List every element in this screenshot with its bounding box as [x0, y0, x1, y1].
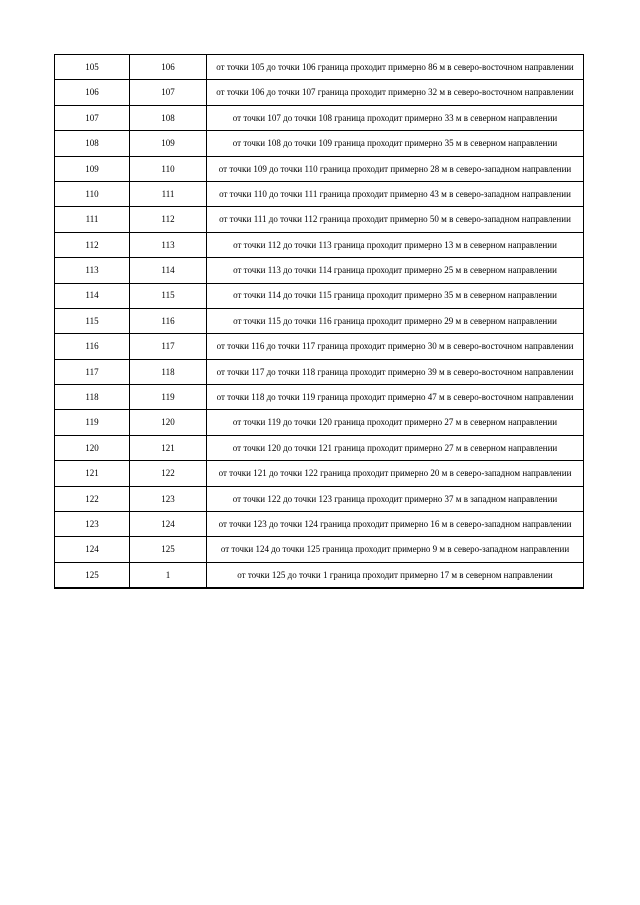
boundary-description-cell: от точки 125 до точки 1 граница проходит примерно 17 м в северном направлении — [207, 562, 584, 588]
end-point-cell: 106 — [130, 55, 207, 80]
end-point-cell: 113 — [130, 232, 207, 257]
boundary-description-cell: от точки 111 до точки 112 граница проходит примерно 50 м в северо-западном направлении — [207, 207, 584, 232]
start-point-cell: 111 — [55, 207, 130, 232]
boundary-description-cell: от точки 109 до точки 110 граница проходит примерно 28 м в северо-западном направлении — [207, 156, 584, 181]
table-row — [55, 156, 584, 181]
boundary-description-cell: от точки 123 до точки 124 граница проходит примерно 16 м в северо-западном направлении — [207, 512, 584, 537]
table-row — [55, 283, 584, 308]
end-point-cell: 122 — [130, 461, 207, 486]
table-row — [55, 258, 584, 283]
end-point-cell: 118 — [130, 359, 207, 384]
table-row — [55, 486, 584, 511]
boundary-description-cell: от точки 119 до точки 120 граница проходит примерно 27 м в северном направлении — [207, 410, 584, 435]
start-point-cell: 121 — [55, 461, 130, 486]
start-point-cell: 122 — [55, 486, 130, 511]
end-point-cell: 1 — [130, 562, 207, 588]
table-row — [55, 435, 584, 460]
boundary-description-cell: от точки 118 до точки 119 граница проходит примерно 47 м в северо-восточном направлении — [207, 385, 584, 410]
end-point-cell: 123 — [130, 486, 207, 511]
start-point-cell: 124 — [55, 537, 130, 562]
table-row — [55, 537, 584, 562]
start-point-cell: 117 — [55, 359, 130, 384]
start-point-cell: 115 — [55, 308, 130, 333]
end-point-cell: 109 — [130, 131, 207, 156]
boundary-description-cell: от точки 112 до точки 113 граница проходит примерно 13 м в северном направлении — [207, 232, 584, 257]
end-point-cell: 107 — [130, 80, 207, 105]
table-row — [55, 105, 584, 130]
start-point-cell: 105 — [55, 55, 130, 80]
start-point-cell: 118 — [55, 385, 130, 410]
boundary-table — [54, 54, 584, 589]
start-point-cell: 113 — [55, 258, 130, 283]
start-point-cell: 125 — [55, 562, 130, 588]
boundary-description-cell: от точки 124 до точки 125 граница проходит примерно 9 м в северо-западном направлении — [207, 537, 584, 562]
table-row — [55, 461, 584, 486]
table-row — [55, 181, 584, 206]
boundary-description-cell: от точки 107 до точки 108 граница проходит примерно 33 м в северном направлении — [207, 105, 584, 130]
end-point-cell: 111 — [130, 181, 207, 206]
start-point-cell: 112 — [55, 232, 130, 257]
end-point-cell: 112 — [130, 207, 207, 232]
start-point-cell: 107 — [55, 105, 130, 130]
table-row — [55, 410, 584, 435]
end-point-cell: 125 — [130, 537, 207, 562]
table-row — [55, 308, 584, 333]
boundary-description-cell: от точки 122 до точки 123 граница проходит примерно 37 м в западном направлении — [207, 486, 584, 511]
table-row — [55, 232, 584, 257]
start-point-cell: 114 — [55, 283, 130, 308]
end-point-cell: 121 — [130, 435, 207, 460]
end-point-cell: 110 — [130, 156, 207, 181]
start-point-cell: 106 — [55, 80, 130, 105]
boundary-description-cell: от точки 106 до точки 107 граница проходит примерно 32 м в северо-восточном направлении — [207, 80, 584, 105]
boundary-table-body — [55, 55, 584, 589]
table-row — [55, 385, 584, 410]
table-row — [55, 359, 584, 384]
start-point-cell: 110 — [55, 181, 130, 206]
boundary-description-cell: от точки 114 до точки 115 граница проходит примерно 35 м в северном направлении — [207, 283, 584, 308]
table-row — [55, 512, 584, 537]
table-row — [55, 131, 584, 156]
table-row — [55, 207, 584, 232]
start-point-cell: 108 — [55, 131, 130, 156]
start-point-cell: 109 — [55, 156, 130, 181]
end-point-cell: 124 — [130, 512, 207, 537]
boundary-description-cell: от точки 113 до точки 114 граница проходит примерно 25 м в северном направлении — [207, 258, 584, 283]
table-row — [55, 80, 584, 105]
start-point-cell: 116 — [55, 334, 130, 359]
boundary-description-cell: от точки 121 до точки 122 граница проходит примерно 20 м в северо-западном направлении — [207, 461, 584, 486]
table-row — [55, 562, 584, 588]
start-point-cell: 119 — [55, 410, 130, 435]
start-point-cell: 120 — [55, 435, 130, 460]
end-point-cell: 115 — [130, 283, 207, 308]
end-point-cell: 114 — [130, 258, 207, 283]
end-point-cell: 116 — [130, 308, 207, 333]
end-point-cell: 108 — [130, 105, 207, 130]
boundary-description-cell: от точки 120 до точки 121 граница проходит примерно 27 м в северном направлении — [207, 435, 584, 460]
boundary-description-cell: от точки 105 до точки 106 граница проходит примерно 86 м в северо-восточном направлении — [207, 55, 584, 80]
boundary-description-cell: от точки 117 до точки 118 граница проходит примерно 39 м в северо-восточном направлении — [207, 359, 584, 384]
boundary-description-cell: от точки 110 до точки 111 граница проходит примерно 43 м в северо-западном направлении — [207, 181, 584, 206]
table-row — [55, 334, 584, 359]
table-row — [55, 55, 584, 80]
end-point-cell: 120 — [130, 410, 207, 435]
boundary-description-cell: от точки 115 до точки 116 граница проходит примерно 29 м в северном направлении — [207, 308, 584, 333]
end-point-cell: 119 — [130, 385, 207, 410]
start-point-cell: 123 — [55, 512, 130, 537]
end-point-cell: 117 — [130, 334, 207, 359]
boundary-description-cell: от точки 108 до точки 109 граница проходит примерно 35 м в северном направлении — [207, 131, 584, 156]
boundary-description-cell: от точки 116 до точки 117 граница проходит примерно 30 м в северо-восточном направлении — [207, 334, 584, 359]
